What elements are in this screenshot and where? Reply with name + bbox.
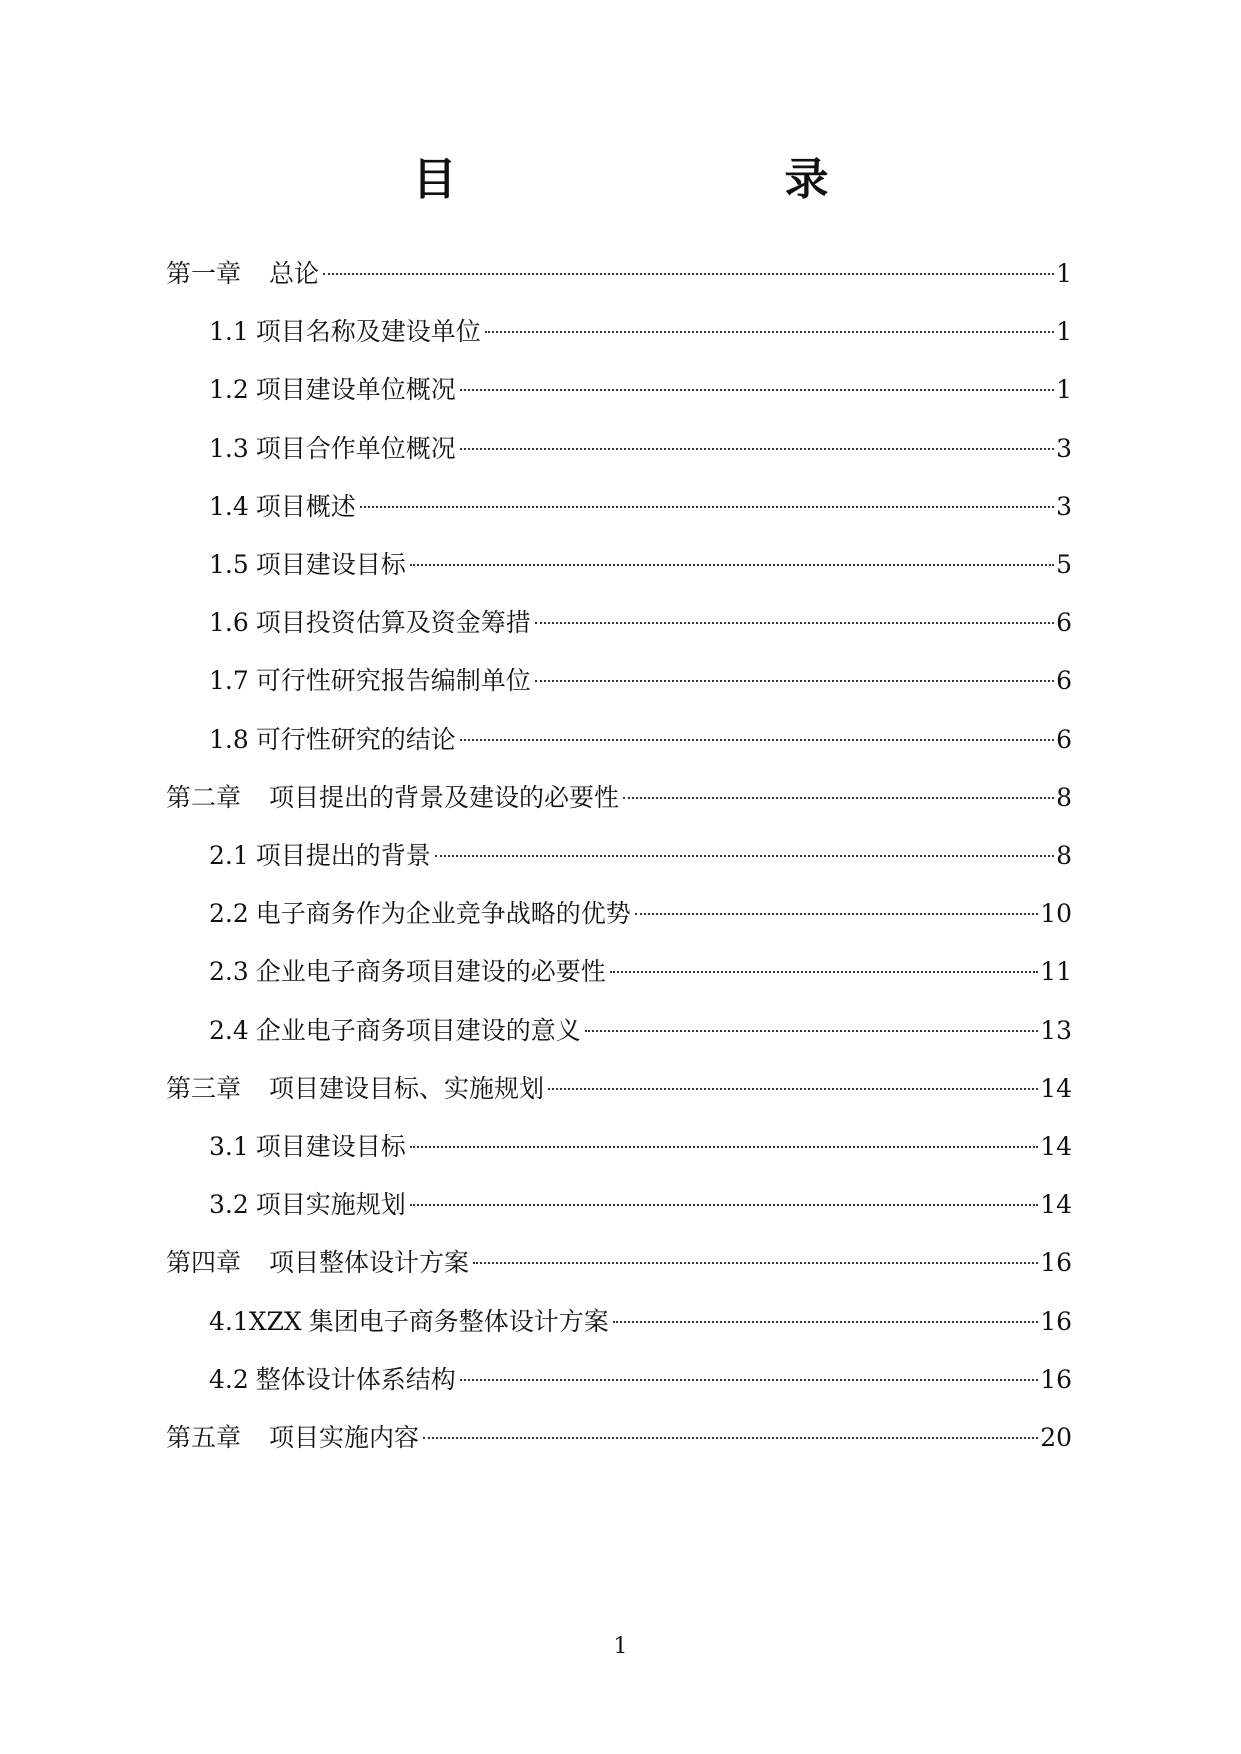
toc-dot-leader — [410, 1204, 1038, 1206]
toc-entry-label — [166, 1069, 544, 1109]
toc-entry-label — [209, 661, 531, 701]
toc-entry-number: 4.2 — [209, 1364, 249, 1394]
toc-entry-number: 1.7 — [209, 666, 249, 696]
page-title: 目 录 — [412, 154, 909, 205]
toc-entry-page: 14 — [1040, 1190, 1072, 1220]
toc-section-entry[interactable] — [209, 894, 1072, 934]
toc-entry-number: 1.5 — [209, 550, 249, 579]
toc-entry-number: 1.2 — [209, 375, 249, 405]
toc-entry-label — [209, 894, 631, 934]
toc-section-entry[interactable] — [209, 487, 1072, 527]
toc-entry-number: 2.1 — [209, 841, 249, 870]
toc-dot-leader — [585, 1030, 1038, 1032]
toc-chapter-entry[interactable] — [166, 1418, 1072, 1458]
toc-entry-page: 10 — [1040, 899, 1072, 929]
toc-dot-leader — [460, 389, 1054, 391]
toc-entry-page: 16 — [1040, 1306, 1072, 1336]
toc-entry-text: 可行性研究的结论 — [255, 724, 456, 754]
toc-section-entry[interactable] — [209, 603, 1072, 643]
toc-section-entry[interactable] — [209, 1302, 1072, 1342]
toc-entry-number: 1.1 — [209, 317, 249, 347]
toc-entry-page: 6 — [1056, 608, 1072, 638]
toc-entry-label — [209, 429, 456, 469]
toc-entry-label — [166, 1243, 469, 1283]
toc-entry-text: 项目合作单位概况 — [255, 433, 456, 463]
toc-entry-text: 项目整体设计方案 — [269, 1248, 470, 1278]
toc-dot-leader — [610, 971, 1038, 973]
toc-dot-leader — [548, 1088, 1038, 1090]
toc-entry-number: 第二章 — [166, 782, 242, 812]
toc-chapter-entry[interactable] — [166, 1069, 1072, 1109]
toc-entry-label — [209, 952, 606, 992]
toc-entry-page: 11 — [1040, 957, 1072, 987]
toc-section-entry[interactable] — [209, 429, 1072, 469]
toc-entry-page: 6 — [1056, 666, 1072, 696]
toc-chapter-entry[interactable] — [166, 1243, 1072, 1283]
toc-entry-page: 1 — [1056, 317, 1072, 347]
toc-entry-text: 集团电子商务整体设计方案 — [308, 1306, 609, 1336]
toc-entry-label — [209, 720, 456, 760]
toc-dot-leader — [460, 448, 1054, 450]
toc-dot-leader — [460, 1379, 1038, 1381]
toc-dot-leader — [460, 739, 1054, 741]
toc-entry-number: 2.3 — [209, 957, 249, 987]
toc-entry-text: 企业电子商务项目建设的必要性 — [255, 957, 606, 987]
toc-entry-number: 第一章 — [166, 259, 242, 288]
toc-entry-page: 5 — [1056, 550, 1072, 579]
toc-entry-number: 第三章 — [166, 1073, 242, 1103]
toc-entry-label — [209, 1011, 581, 1051]
toc-dot-leader — [435, 855, 1054, 857]
toc-entry-number: 1.4 — [209, 491, 249, 521]
toc-entry-page: 16 — [1040, 1364, 1072, 1394]
toc-dot-leader — [535, 622, 1054, 624]
toc-entry-number: 2.4 — [209, 1015, 249, 1045]
toc-entry-number: 2.2 — [209, 899, 249, 929]
page-number: 1 — [613, 1634, 628, 1659]
toc-entry-number: 第四章 — [166, 1248, 242, 1278]
toc-entry-label — [209, 1127, 406, 1167]
toc-entry-label — [209, 312, 481, 352]
toc-entry-text: 可行性研究报告编制单位 — [255, 666, 531, 696]
toc-section-entry[interactable] — [209, 1127, 1072, 1167]
toc-entry-page: 3 — [1056, 491, 1072, 521]
toc-entry-page: 8 — [1056, 841, 1072, 870]
toc-section-entry[interactable] — [209, 836, 1072, 876]
toc-entry-label — [209, 1360, 456, 1400]
toc-entry-label — [166, 778, 619, 818]
toc-dot-leader — [410, 1146, 1038, 1148]
toc-entry-text: 总论 — [269, 259, 320, 288]
toc-dot-leader — [423, 1437, 1038, 1439]
toc-entry-page: 14 — [1040, 1132, 1072, 1161]
toc-entry-text: 项目建设目标 — [255, 1132, 406, 1161]
toc-entry-page: 3 — [1056, 433, 1072, 463]
toc-dot-leader — [473, 1262, 1038, 1264]
toc-entry-text: 项目实施规划 — [255, 1190, 406, 1220]
toc-entry-label — [209, 487, 356, 527]
toc-entry-text: 电子商务作为企业竞争战略的优势 — [255, 899, 631, 929]
toc-entry-label — [166, 254, 319, 294]
toc-entry-page: 1 — [1056, 259, 1072, 288]
toc-section-entry[interactable] — [209, 1011, 1072, 1051]
toc-entry-number: 4.1XZX — [209, 1306, 302, 1336]
toc-entry-page: 13 — [1040, 1015, 1072, 1045]
toc-dot-leader — [410, 564, 1054, 566]
toc-entry-page: 8 — [1056, 782, 1072, 812]
toc-section-entry[interactable] — [209, 370, 1072, 410]
toc-entry-label — [209, 1302, 609, 1342]
toc-section-entry[interactable] — [209, 312, 1072, 352]
toc-dot-leader — [635, 913, 1038, 915]
toc-entry-page: 20 — [1040, 1423, 1072, 1452]
toc-entry-text: 项目实施内容 — [269, 1423, 420, 1452]
toc-chapter-entry[interactable] — [166, 254, 1072, 294]
toc-entry-label — [209, 603, 531, 643]
toc-entry-label — [209, 1185, 406, 1225]
toc-section-entry[interactable] — [209, 952, 1072, 992]
toc-section-entry[interactable] — [209, 720, 1072, 760]
toc-dot-leader — [485, 331, 1054, 333]
toc-entry-page: 16 — [1040, 1248, 1072, 1278]
toc-section-entry[interactable] — [209, 1360, 1072, 1400]
toc-section-entry[interactable] — [209, 661, 1072, 701]
toc-dot-leader — [623, 797, 1054, 799]
toc-chapter-entry[interactable] — [166, 778, 1072, 818]
toc-entry-number: 3.1 — [209, 1132, 249, 1161]
toc-entry-text: 项目概述 — [255, 491, 356, 521]
toc-entry-text: 项目建设目标、实施规划 — [269, 1073, 545, 1103]
toc-dot-leader — [360, 506, 1054, 508]
toc-entry-text: 项目建设目标 — [255, 550, 406, 579]
toc-entry-text: 项目名称及建设单位 — [255, 317, 481, 347]
toc-entry-label — [209, 370, 456, 410]
toc-entry-page: 6 — [1056, 724, 1072, 754]
toc-dot-leader — [323, 273, 1054, 275]
toc-section-entry[interactable] — [209, 1185, 1072, 1225]
toc-section-entry[interactable] — [209, 545, 1072, 585]
toc-entry-text: 项目提出的背景及建设的必要性 — [269, 782, 620, 812]
toc-entry-text: 项目提出的背景 — [255, 841, 431, 870]
toc-entry-text: 企业电子商务项目建设的意义 — [255, 1015, 581, 1045]
toc-entry-number: 3.2 — [209, 1190, 249, 1220]
toc-entry-number: 1.3 — [209, 433, 249, 463]
toc-entry-label — [166, 1418, 419, 1458]
toc-entry-label — [209, 836, 431, 876]
toc-entry-page: 14 — [1040, 1073, 1072, 1103]
toc-dot-leader — [535, 680, 1054, 682]
toc-entry-label — [209, 545, 406, 585]
toc-entry-text: 项目建设单位概况 — [255, 375, 456, 405]
toc-entry-text: 整体设计体系结构 — [255, 1364, 456, 1394]
toc-entry-number: 1.8 — [209, 724, 249, 754]
toc-entry-page: 1 — [1056, 375, 1072, 405]
toc-dot-leader — [613, 1321, 1038, 1323]
toc-entry-text: 项目投资估算及资金筹措 — [255, 608, 531, 638]
toc-entry-number: 第五章 — [166, 1423, 242, 1452]
toc-entry-number: 1.6 — [209, 608, 249, 638]
